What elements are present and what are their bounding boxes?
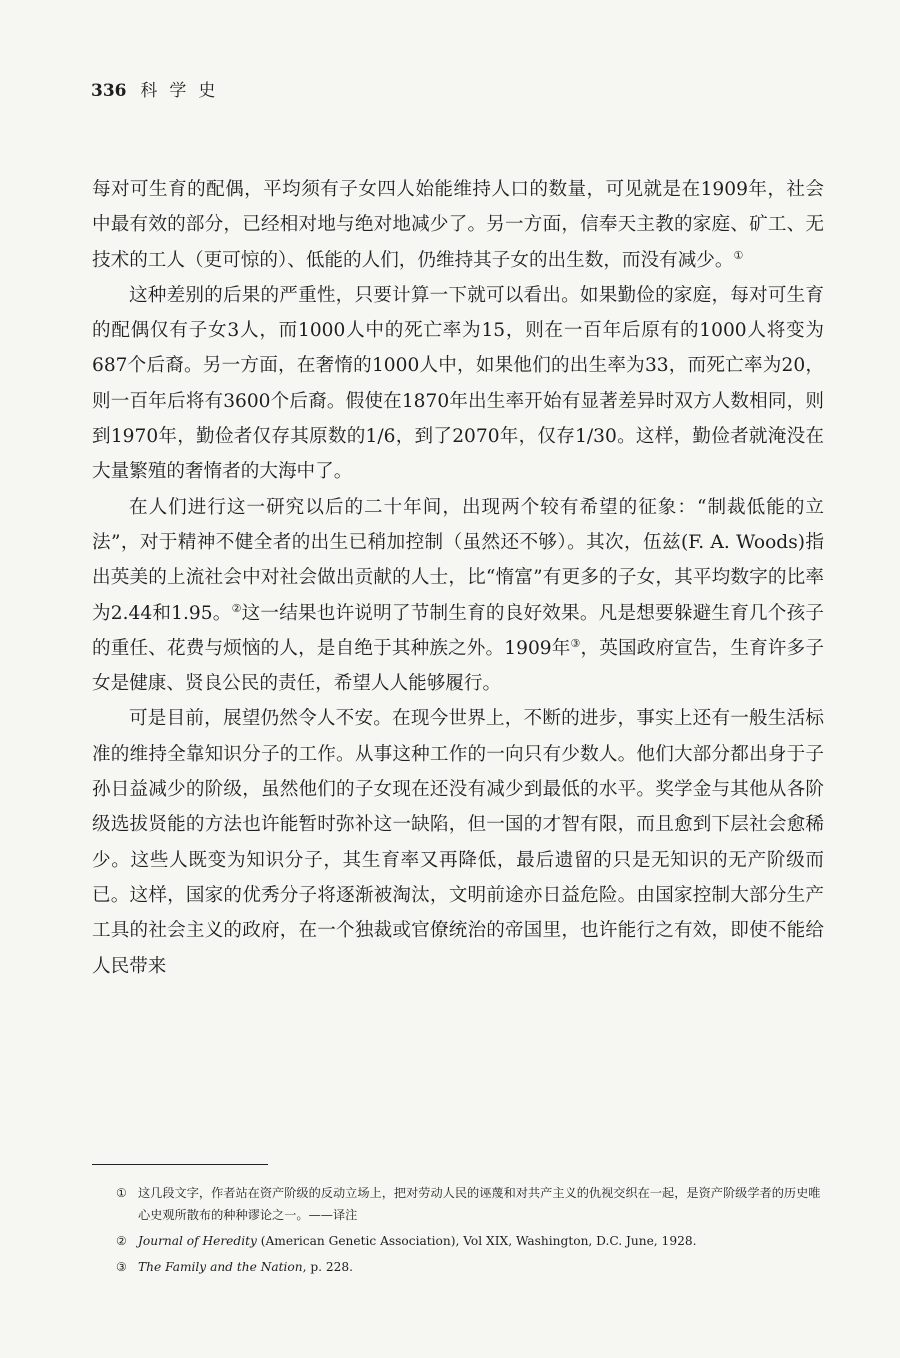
footnote-ref-3: ③ <box>570 636 581 650</box>
paragraph-text: 这一结果也许说明了节制生育的良好效果。凡是想要躲避生育几个孩子的重任、花费与烦恼的人，是自绝于其种族之外。1909年 <box>92 602 824 659</box>
paragraph-text: 这种差别的后果的严重性，只要计算一下就可以看出。如果勤俭的家庭，每对可生育的配偶仅有子女3人，而1000人中的死亡率为15，则在一百年后原有的1000人将变为687个后裔。另一方面，在奢惰的1000人中，如果他们的出生率为33，而死亡率为20，则一百年后将有3600个后裔。假使在1870年出生率开始有显著差异时双方人数相同，则到1970年，勤俭者仅存其原数的1/6，到了2070年，仅存1/30。这样，勤俭者就淹没在大量繁殖的奢惰者的大海中了。 <box>92 284 824 483</box>
footnote-body <box>138 1256 824 1278</box>
book-title: The Family and the Nation <box>138 1260 303 1274</box>
footnote-body <box>138 1230 824 1252</box>
paragraph-text: 在人们进行这一研究以后的二十年间，出现两个较有希望的征象：“制裁低能的立法”，对于精神不健全者的出生已稍加控制（虽然还不够）。其次，伍兹(F. A. Woods)指出英美的上流社会中对社会做出贡献的人士，比“惰富”有更多的子女，其平均数字的比率为2.44和1.95。 <box>92 496 824 624</box>
paragraph-text: 可是目前，展望仍然令人不安。在现今世界上，不断的进步，事实上还有一般生活标准的维持全靠知识分子的工作。从事这种工作的一向只有少数人。他们大部分都出身于子孙日益减少的阶级，虽然他们的子女现在还没有减少到最低的水平。奖学金与其他从各阶级选拔贤能的方法也许能暂时弥补这一缺陷，但一国的才智有限，而且愈到下层社会愈稀少。这些人既变为知识分子，其生育率又再降低，最后遗留的只是无知识的无产阶级而已。这样，国家的优秀分子将逐渐被淘汰，文明前途亦日益危险。由国家控制大部分生产工具的社会主义的政府，在一个独裁或官僚统治的帝国里，也许能行之有效，即使不能给人民带来 <box>92 708 824 977</box>
footnote-3 <box>92 1256 824 1278</box>
journal-title: Journal of Heredity <box>138 1234 257 1248</box>
footnote-mark: ③ <box>116 1260 127 1274</box>
footnote-text: (American Genetic Association), Vol XIX, Washington, D.C. June, 1928. <box>256 1234 697 1248</box>
running-title: 科学史 <box>140 81 228 101</box>
paragraph-text: ，英国政府宣告，生育许多子女是健康、贤良公民的责任，希望人人能够履行。 <box>92 637 824 695</box>
footnotes <box>92 1182 824 1282</box>
footnote-divider <box>92 1164 268 1165</box>
footnote-ref-2: ② <box>231 601 242 615</box>
footnote-2 <box>92 1230 824 1252</box>
footnote-1 <box>92 1182 824 1226</box>
paragraph-text: 每对可生育的配偶，平均须有子女四人始能维持人口的数量，可见就是在1909年，社会中最有效的部分，已经相对地与绝对地减少了。另一方面，信奉天主教的家庭、矿工、无技术的工人（更可惊的）、低能的人们，仍维持其子女的出生数，而没有减少。 <box>92 179 824 271</box>
footnote-mark: ① <box>116 1186 127 1200</box>
footnote-text: 这几段文字，作者站在资产阶级的反动立场上，把对劳动人民的诬蔑和对共产主义的仇视交织在一起，是资产阶级学者的历史唯心史观所散布的种种谬论之一。——译注 <box>138 1186 821 1222</box>
paragraph-1 <box>92 172 824 278</box>
footnote-text: , p. 228. <box>302 1260 354 1274</box>
running-header <box>91 76 227 101</box>
body-text <box>92 172 824 984</box>
paragraph-3 <box>92 490 824 702</box>
footnote-mark: ② <box>116 1234 127 1248</box>
footnote-ref-1: ① <box>733 248 744 262</box>
page-number: 336 <box>91 81 127 101</box>
paragraph-4 <box>92 701 824 983</box>
paragraph-2 <box>92 278 824 490</box>
